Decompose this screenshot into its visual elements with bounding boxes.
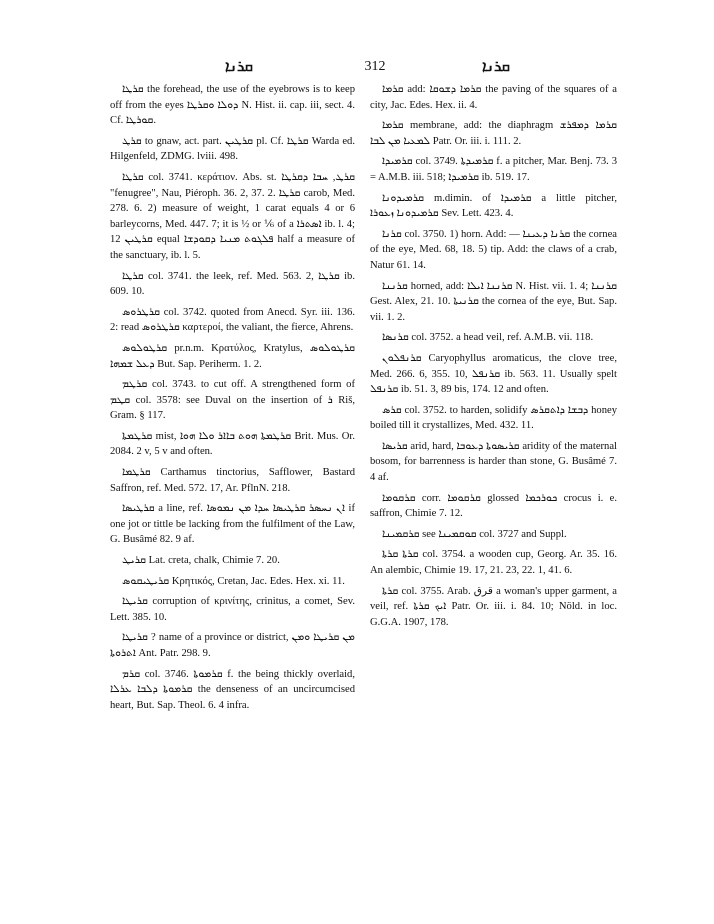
left-running-headword: ܩܪܢܐ — [225, 59, 253, 75]
page-number: 312 — [364, 59, 386, 74]
dictionary-entry: ܩܪܛܡܬܐ mist, ܩܪܛܡܬܐ ܗܘܬ ܒܐܐܪ ܘܠܐ ܗܘܐ Brit. Mus. Or. 2084. 2 v, 5 v and often. — [110, 430, 355, 458]
dictionary-entry: ܩܪܬܐ col. 3755. Arab. قرق a woman's upper garment, a veil, ref. ܐܝܟ ܩܪܬܐ Patr. Or. iii. i. 84. 10; Nöld. in loc. G.G.A. 1907, 178. — [370, 585, 618, 628]
dictionary-entry: ܩܪܡ col. 3746. ܩܪܡܘܬܐ f. the being thickly overlaid, ܩܪܡܘܬܐ ܕܠܒܐ ܥܪܠܐ the denseness of an uncircumcised heart, But. Sap. Theol. 6. 4 infra. — [110, 668, 356, 711]
dictionary-entry: ܩܪܡܝܕܘܢܐ m.dimin. of ܩܪܡܝܕܐ a little pitcher, ܩܪܡܝܕܘܢܐ ܙܥܘܪܐ Sev. Lett. 423. 4. — [370, 192, 617, 220]
dictionary-entry: ܩܪܡܝܕܐ col. 3749. ܩܪܡܝܕܬܐ f. a pitcher, Mar. Benj. 73. 3 = A.M.B. iii. 518; ܩܪܡܝܕܐ ib. 519. 17. — [370, 156, 617, 183]
dictionary-entry: ܩܪܝܛܝܩܘܣ Κρητικός, Cretan, Jac. Edes. Hex. xi. 11. — [122, 575, 345, 587]
right-running-headword: ܩܪܢܐ — [482, 59, 510, 75]
right-column — [370, 82, 617, 635]
dictionary-entry: ܩܪܛܐ col. 3741. the leek, ref. Med. 563. 2, ܩܪܛܐ ib. 609. 10. — [110, 270, 355, 298]
dictionary-entry: ܩܪܢܐ col. 3750. 1) horn. Add: — ܩܪܢܐ ܕܥܝܢܐ the cornea of the eye, Med. 68, 18. 5) tip. Add: the claws of a crab, Natur 61. 14. — [370, 228, 617, 271]
dictionary-entry: ܩܪܛܪܘܣ col. 3742. quoted from Anecd. Syr. iii. 136. 2: read ܩܪܛܪܘܣ καρτεροί, the valiant, the fierce, Ahrens. — [110, 306, 355, 334]
dictionary-entry: ܩܪܢܦܠܘܢ Caryophyllus aromaticus, the clove tree, Med. 266. 6, 355. 10, ܩܪܢܦܠ ib. 563. 11. Usually spelt ܩܪܢܦܠ ib. 51. 3, 89 bis, 174. 12 and often. — [370, 352, 617, 396]
dictionary-entry: ܩܪܝܛܐ ? name of a province or district, ܡܢ ܩܪܝܛܐ ܘܡܢ ܐܬܪܘܬܐ Ant. Patr. 298. 9. — [110, 632, 355, 659]
page-header — [110, 58, 640, 78]
dictionary-entry: ܩܪܡܐ add: ܩܪܡܐ ܕܫܘܩܐ the paving of the squares of a city, Jac. Edes. Hex. ii. 4. — [370, 84, 617, 111]
dictionary-entry: ܩܪܝܛ Lat. creta, chalk, Chimie 7. 20. — [122, 555, 280, 567]
dictionary-entry: ܩܪܛܝܣܐ a line, ref. ܐܢ ܢܚܣܪ ܩܪܛܝܣܐ ܚܕܐ ܡܢ ܢܡܘܣܐ if one jot or tittle be lacking from the fulfilment of the Law, G. Busâmé 82. 9 af. — [110, 503, 355, 546]
dictionary-entry: ܩܪܝܣܐ arid, hard, ܩܪܝܣܘܬܐ ܕܥܘܒܐ aridity of the maternal bosom, for barrenness is harder than stone, G. Busâmé 7. 4 af. — [370, 440, 618, 484]
dictionary-entry: ܩܪܬܐ ܩܪܬܐ col. 3754. a wooden cup, Georg. Ar. 35. 16. An alembic, Chimie 19. 17, 21. 23, 22. 1, 41. 6. — [370, 549, 617, 577]
dictionary-entry: ܩܪܣ col. 3752. to harden, solidify ܕܒܫܐ ܕܐܬܩܪܣ honey boiled till it crystallizes, Med. 432. 11. — [370, 404, 617, 432]
dictionary-entry: ܩܪܩܘܡܐ corr. ܩܪܩܘܡܐ glossed ܟܘܪܟܡܐ crocus i. e. saffron, Chimie 7. 12. — [370, 492, 618, 520]
dictionary-entry: ܩܪܡܐ membrane, add: the diaphragm ܩܪܡܐ ܕܡܦܪܫ ܠܡܥܝܐ ܡܢ ܠܒܐ Patr. Or. iii. i. 111. 2. — [370, 120, 617, 147]
dictionary-entry: ܩܪܛܡ col. 3743. to cut off. A strengthened form of ܩܛܡ col. 3578: see Duval on the insertion of ܪ Riš, Gram. § 117. — [110, 379, 355, 422]
dictionary-entry: ܩܪܩܡܝܢܐ see ܩܘܩܡܝܢܐ col. 3727 and Suppl. — [382, 528, 567, 540]
dictionary-entry: ܩܪܛܐ the forehead, the use of the eyebrows is to keep off from the eyes ܕܘܠܐ ܘܩܪܛܐ N. Hist. ii. cap. iii, sect. 4. Cf. ܩܘܪܛܐ. — [110, 84, 355, 127]
dictionary-entry: ܩܪܛܐ col. 3741. κεράτιον. Abs. st. ܩܪܛ, ܚܒܐ ܕܩܪܛܐ "fenugree", Nau, Piéroph. 36. 2, 37. 2. ܩܪܛܐ carob, Med. 278. 6. 2) measure of weight, 1 carat equals 4 or 6 barleycorns, Med. 447. 7; it is ½ or ⅙ of a ܐܣܬܪܐ ib. l. 4; 12 ܩܪܛܝܢ equal ܦܠܓܘܬ ܡܢܝܐ ܕܩܘܕܫܐ half a measure of the sanctuary, ib. l. 5. — [110, 171, 356, 261]
dictionary-entry: ܩܪܢܢܐ horned, add: ܩܪܢܢܐ ܐܝܠܐ N. Hist. vii. 1. 4; ܩܪܢܢܐ Gest. Alex, 21. 10. ܩܪܢܝܬܐ the cornea of the eye, But. Sap. vii. 1. 2. — [370, 280, 617, 323]
dictionary-entry: ܩܪܝܛܐ corruption of κρινίτης, crinitus, a comet, Sev. Lett. 385. 10. — [110, 596, 355, 623]
dictionary-entry: ܩܪܛܡܐ Carthamus tinctorius, Safflower, Bastard Saffron, ref. Med. 572. 17, Ar. PflnN. 218. — [110, 467, 355, 494]
dictionary-entry: ܩܪܢܣܐ col. 3752. a head veil, ref. A.M.B. vii. 118. — [382, 332, 594, 344]
dictionary-entry: ܩܪܛ to gnaw, act. part. ܩܪܛܝܢ pl. Cf. ܩܪܛܐ Warda ed. Hilgenfeld, ZDMG. lviii. 498. — [110, 135, 356, 163]
left-column — [110, 82, 355, 718]
dictionary-entry: ܩܪܛܘܠܘܣ pr.n.m. Κρατύλος, Kratylus, ܩܪܛܘܠܘܣ ܕܥܠ ܫܡܗܐ But. Sap. Periherm. 1. 2. — [110, 342, 355, 370]
